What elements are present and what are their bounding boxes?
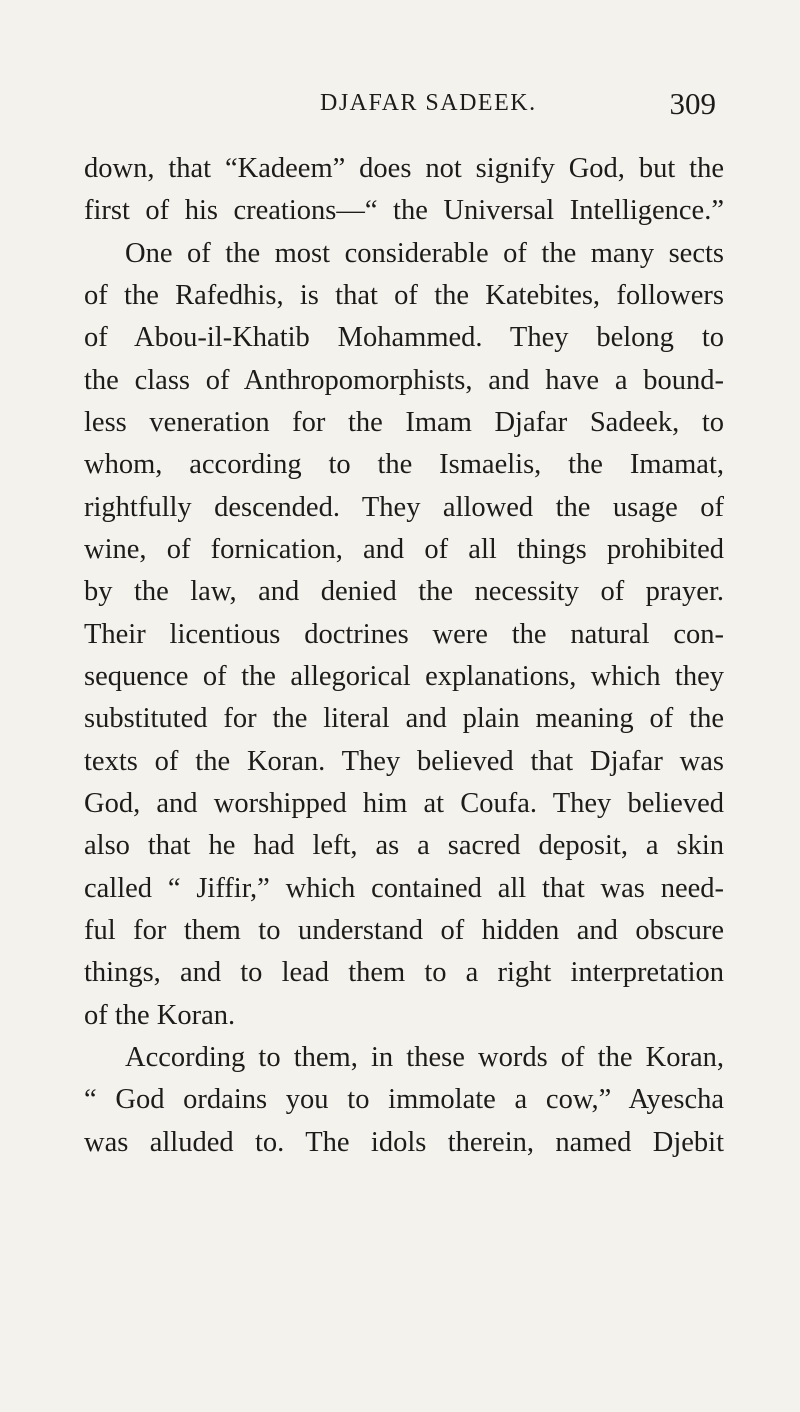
text-line: of the Koran. [84, 999, 236, 1031]
text-line: whom, according to the Ismaelis, the Imamat, [84, 449, 724, 481]
text-line: God, and worshipped him at Coufa. They believed [84, 787, 724, 819]
running-head [0, 86, 800, 130]
text-line: rightfully descended. They allowed the usage of [84, 491, 724, 523]
text-line: by the law, and denied the necessity of prayer. [84, 576, 724, 608]
text-line: wine, of fornication, and of all things prohibited [84, 533, 724, 565]
text-line: the class of Anthropomorphists, and have a bound- [84, 364, 724, 396]
text-line: of Abou-il-Khatib Mohammed. They belong to [84, 322, 724, 354]
text-line: ful for them to understand of hidden and obscure [84, 914, 724, 946]
text-line: One of the most considerable of the many sects [125, 237, 724, 269]
text-line: Their licentious doctrines were the natural con- [84, 618, 724, 650]
text-line: substituted for the literal and plain meaning of the [84, 703, 724, 735]
page-number: 309 [669, 86, 716, 121]
body-text [84, 148, 724, 1164]
text-line: called “ Jiffir,” which contained all that was need- [84, 872, 724, 904]
text-line: of the Rafedhis, is that of the Katebites, followers [84, 279, 724, 311]
text-line: texts of the Koran. They believed that Djafar was [84, 745, 724, 777]
text-line: also that he had left, as a sacred deposit, a skin [84, 830, 724, 862]
text-line: down, that “Kadeem” does not signify God, but the [84, 153, 724, 184]
text-line: “ God ordains you to immolate a cow,” Ayescha [84, 1084, 724, 1116]
text-line: sequence of the allegorical explanations, which they [84, 660, 724, 692]
text-line: less veneration for the Imam Djafar Sadeek, to [84, 406, 724, 438]
text-line: was alluded to. The idols therein, named Djebit [84, 1126, 724, 1158]
text-line: According to them, in these words of the Koran, [125, 1041, 724, 1073]
running-head-title: DJAFAR SADEEK. [320, 90, 537, 116]
text-line: first of his creations—“ the Universal Intelligence.” [84, 195, 724, 227]
text-line: things, and to lead them to a right interpretation [84, 957, 724, 989]
